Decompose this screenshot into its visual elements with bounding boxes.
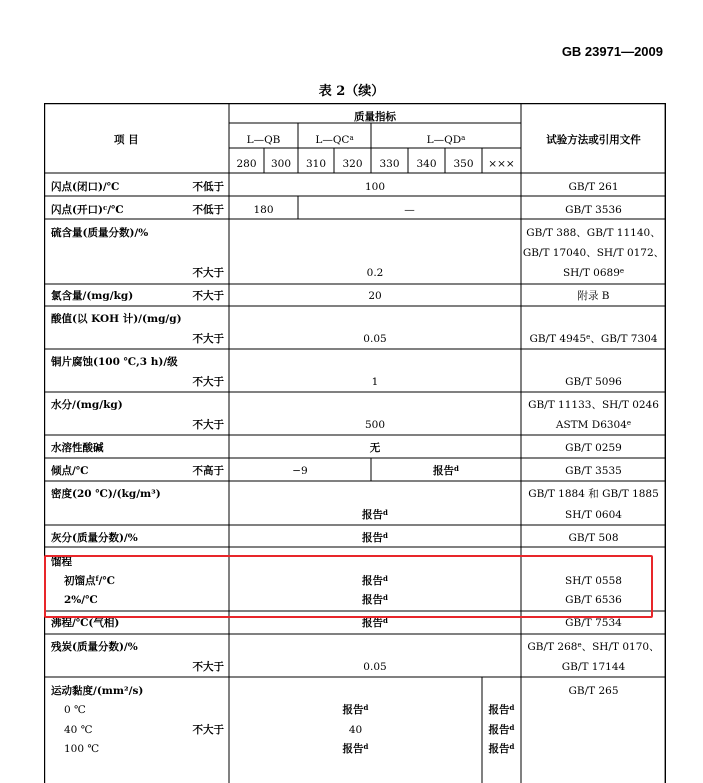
grade-280: 280: [236, 158, 257, 170]
header-item: 项 目: [114, 134, 139, 146]
standard-number: GB 23971—2009: [561, 44, 663, 59]
row-flash-closed-value: 100: [364, 181, 386, 193]
row-water-method-2: ASTM D6304e: [555, 419, 632, 431]
row-flash-open-value-qb: 180: [253, 204, 274, 216]
row-ibp-method: SH/T 0558: [565, 575, 622, 587]
row-viscosity-name: 运动黏度/(mm²/s): [51, 685, 144, 697]
row-water-soluble-name: 水溶性酸碱: [51, 442, 104, 454]
row-flash-open-value-rest: —: [404, 204, 415, 216]
highlight-box: [44, 555, 653, 618]
row-water-value: 500: [364, 419, 386, 431]
grade-300: 300: [270, 158, 292, 170]
row-flash-closed-limit: 不低于: [192, 181, 224, 193]
row-water-name: 水分/(mg/kg): [51, 399, 123, 411]
row-boiling-name: 沸程/℃(气相): [51, 617, 120, 629]
grade-310: 310: [305, 158, 327, 170]
table-caption: 表 2（续）: [318, 84, 385, 99]
row-flash-closed-method: GB/T 261: [568, 181, 619, 193]
row-p2-name: 2%/℃: [64, 594, 98, 606]
row-pour-method: GB/T 3535: [565, 465, 622, 477]
row-boiling-value: 报告$^d$: [362, 616, 388, 629]
row-p2-method: GB/T 6536: [565, 594, 622, 606]
row-sulfur-value: 0.2: [366, 267, 384, 279]
row-flash-open-name: 闪点(开口)$^c$/℃: [51, 203, 124, 216]
row-water-soluble-method: GB/T 0259: [565, 442, 622, 454]
header-group-qb: L—QB: [246, 134, 281, 146]
spec-table: [44, 103, 666, 783]
row-visc-1-value: 40: [348, 724, 363, 736]
row-chlorine-method: 附录 B: [577, 290, 610, 302]
grade-320: 320: [342, 158, 363, 170]
row-ash-method: GB/T 508: [568, 532, 619, 544]
grade-350: 350: [453, 158, 474, 170]
row-copper-value: 1: [371, 376, 379, 388]
row-chlorine-limit: 不大于: [192, 290, 224, 302]
row-copper-name: 铜片腐蚀(100 ℃,3 h)/级: [51, 356, 178, 368]
row-density-method-2: SH/T 0604: [565, 509, 622, 521]
row-density-method-1: GB/T 1884 和 GB/T 1885: [528, 488, 659, 500]
grade-340: 340: [416, 158, 437, 170]
row-sulfur-method-1: GB/T 388、GB/T 11140、: [526, 227, 661, 239]
row-copper-limit: 不大于: [192, 376, 224, 388]
row-acid-name: 酸值(以 KOH 计)/(mg/g): [51, 313, 182, 325]
row-visc-2-last: 报告$^d$: [488, 742, 515, 755]
row-chlorine-value: 20: [368, 290, 382, 302]
row-sulfur-method-3: SH/T 0689e: [562, 267, 625, 279]
row-visc-2-temp: 100 ℃: [64, 743, 100, 755]
header-group-qd: $L—QD^a$: [426, 134, 466, 146]
row-density-name: 密度(20 ℃)/(kg/m³): [51, 488, 161, 500]
header-quality: 质量指标: [354, 111, 396, 123]
grade-330: 330: [379, 158, 400, 170]
row-flash-open-limit: 不低于: [192, 204, 224, 216]
row-ibp-name: 初馏点$^f$/℃: [64, 574, 115, 587]
row-acid-method: GB/T 4945e、GB/T 7304: [529, 333, 658, 345]
row-visc-1-limit: 不大于: [192, 724, 224, 736]
row-carbon-method-2: GB/T 17144: [561, 661, 626, 673]
row-carbon-name: 残炭(质量分数)/%: [51, 641, 138, 653]
row-pour-name: 倾点/℃: [51, 465, 89, 477]
row-viscosity-method: GB/T 265: [568, 685, 619, 697]
row-ash-name: 灰分(质量分数)/%: [51, 532, 138, 544]
row-ibp-value: 报告$^d$: [362, 574, 388, 587]
row-visc-0-value: 报告$^d$: [342, 703, 369, 716]
grade-xxx: ×××: [488, 158, 515, 170]
row-chlorine-name: 氯含量/(mg/kg): [51, 290, 134, 302]
row-carbon-method-1: GB/T 268e、SH/T 0170、: [527, 641, 660, 653]
row-copper-method: GB/T 5096: [565, 376, 622, 388]
row-pour-limit: 不高于: [192, 465, 224, 477]
row-sulfur-name: 硫含量(质量分数)/%: [51, 227, 149, 239]
row-distillation-name: 馏程: [51, 556, 72, 568]
header-group-qc: $L—QC^a$: [315, 134, 354, 146]
row-visc-0-temp: 0 ℃: [64, 704, 86, 716]
row-acid-limit: 不大于: [192, 333, 224, 345]
row-water-soluble-value: 无: [369, 442, 381, 454]
row-visc-2-value: 报告$^d$: [342, 742, 369, 755]
row-water-limit: 不大于: [192, 419, 224, 431]
row-flash-open-method: GB/T 3536: [565, 204, 622, 216]
row-visc-0-last: 报告$^d$: [488, 703, 515, 716]
row-sulfur-limit: 不大于: [192, 267, 224, 279]
header-method: 试验方法或引用文件: [546, 134, 641, 146]
row-visc-1-last: 报告$^d$: [488, 723, 515, 736]
row-density-value: 报告$^d$: [362, 508, 388, 521]
row-water-method-1: GB/T 11133、SH/T 0246: [528, 399, 659, 411]
row-pour-value-a: −9: [292, 465, 308, 477]
row-ash-value: 报告$^d$: [362, 531, 388, 544]
row-visc-1-temp: 40 ℃: [64, 724, 93, 736]
row-pour-value-b: 报告$^d$: [433, 464, 459, 477]
row-p2-value: 报告$^d$: [362, 593, 388, 606]
row-carbon-limit: 不大于: [192, 661, 224, 673]
row-sulfur-method-2: GB/T 17040、SH/T 0172、: [522, 247, 665, 259]
row-boiling-method: GB/T 7534: [565, 617, 622, 629]
row-flash-closed-name: 闪点(闭口)/℃: [51, 181, 120, 193]
row-acid-value: 0.05: [363, 333, 387, 345]
row-carbon-value: 0.05: [363, 661, 387, 673]
